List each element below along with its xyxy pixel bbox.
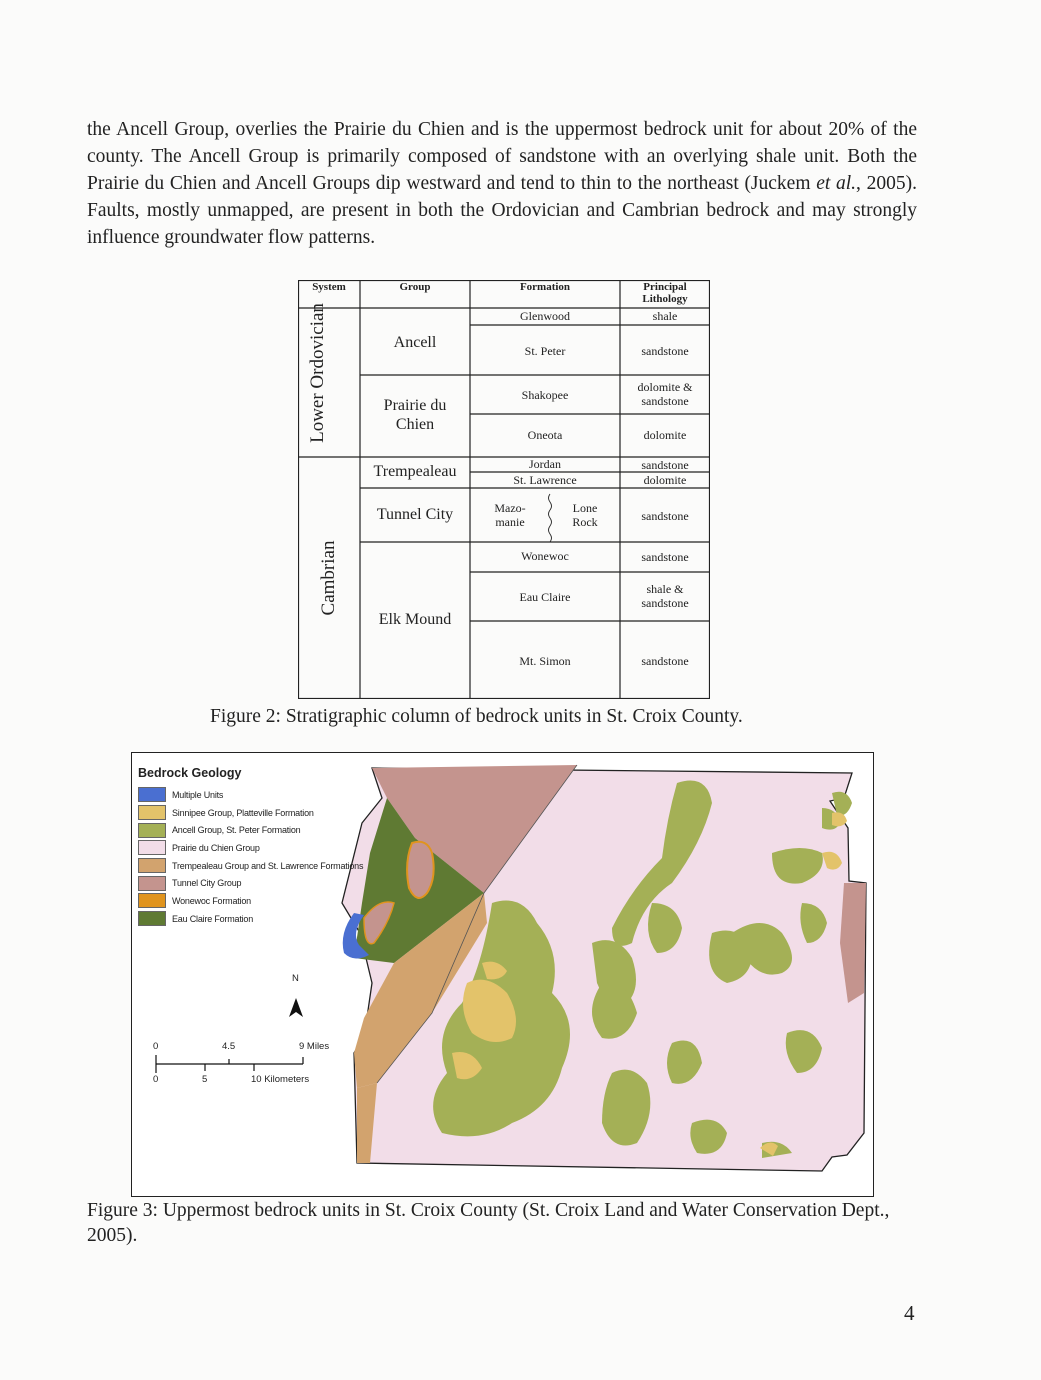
header-formation: Formation — [519, 281, 571, 293]
legend-label: Sinnipee Group, Platteville Formation — [172, 807, 314, 818]
legend-item-ancell — [138, 821, 363, 839]
figure-2-caption: Figure 2: Stratigraphic column of bedrock units in St. Croix County. — [210, 706, 743, 727]
lithology-oneota: dolomite — [643, 428, 687, 442]
legend-swatch — [138, 893, 166, 908]
body-paragraph — [87, 116, 917, 251]
legend-item-sinnipee — [138, 804, 363, 822]
paragraph-text: the Ancell Group, overlies the Prairie du Chien and is the uppermost bedrock unit for about 20% of the county. The Ancell Group is primarily composed of sandstone with an overlying shale unit. Both the Prairie du Chien and Ancell Groups dip westward and tend to thin to the northeast (Juckem — [87, 119, 917, 194]
legend-label: Tunnel City Group — [172, 878, 242, 889]
legend-item-multiple-units — [138, 786, 363, 804]
group-elk-mound: Elk Mound — [378, 611, 452, 628]
lithology-st-lawrence: dolomite — [643, 473, 687, 487]
system-cambrian: Cambrian — [318, 540, 339, 616]
legend-label: Eau Claire Formation — [172, 913, 254, 924]
stratigraphic-table — [298, 280, 710, 699]
lithology-mt-simon: sandstone — [641, 654, 689, 668]
formation-st-lawrence: St. Lawrence — [513, 473, 577, 487]
formation-eau-claire: Eau Claire — [519, 590, 571, 604]
legend-label: Prairie du Chien Group — [172, 842, 260, 853]
map-legend — [138, 766, 363, 928]
north-arrow-icon — [289, 998, 303, 1017]
legend-swatch — [138, 840, 166, 855]
legend-label: Ancell Group, St. Peter Formation — [172, 825, 301, 836]
scale-km-0: 0 — [153, 1074, 159, 1085]
north-label: N — [292, 973, 299, 984]
legend-label: Wonewoc Formation — [172, 895, 251, 906]
scale-km-end: 10 Kilometers — [251, 1074, 310, 1085]
legend-swatch — [138, 911, 166, 926]
lithology-eau-claire: shale & sandstone — [641, 582, 689, 610]
formation-wonewoc: Wonewoc — [521, 549, 569, 563]
formation-lone-rock: Lone Rock — [572, 501, 598, 529]
legend-swatch — [138, 805, 166, 820]
formation-glenwood: Glenwood — [520, 309, 570, 323]
bedrock-geology-map — [131, 752, 874, 1197]
lithology-glenwood: shale — [652, 309, 678, 323]
legend-label: Trempealeau Group and St. Lawrence Formations — [172, 860, 364, 871]
scale-miles-end: 9 Miles — [299, 1041, 330, 1052]
group-ancell: Ancell — [393, 334, 437, 351]
formation-oneota: Oneota — [527, 428, 563, 442]
system-lower-ordovician: Lower Ordovician — [307, 303, 328, 443]
lithology-wonewoc: sandstone — [641, 550, 689, 564]
legend-swatch — [138, 876, 166, 891]
scale-miles-mid: 4.5 — [222, 1041, 236, 1052]
legend-swatch — [138, 823, 166, 838]
lithology-st-peter: sandstone — [641, 344, 689, 358]
lithology-shakopee: dolomite & sandstone — [637, 380, 693, 408]
header-group: Group — [399, 281, 431, 293]
formation-st-peter: St. Peter — [524, 344, 566, 358]
formation-mt-simon: Mt. Simon — [519, 654, 571, 668]
legend-item-wonewoc — [138, 892, 363, 910]
legend-item-trempealeau — [138, 857, 363, 875]
page-number: 4 — [904, 1301, 915, 1325]
formation-mazomanie: Mazo- manie — [494, 501, 526, 529]
group-tunnel-city: Tunnel City — [376, 506, 454, 523]
legend-swatch — [138, 787, 166, 802]
header-lithology: Principal Lithology — [642, 281, 688, 305]
group-prairie-du-chien: Prairie du Chien — [383, 397, 447, 433]
paragraph-italic: et al. — [816, 173, 857, 194]
group-trempealeau: Trempealeau — [373, 463, 457, 480]
legend-title: Bedrock Geology — [138, 766, 242, 780]
scale-km-mid: 5 — [202, 1074, 208, 1085]
legend-item-tunnel-city — [138, 874, 363, 892]
figure-3-caption: Figure 3: Uppermost bedrock units in St. Croix County (St. Croix Land and Water Conservation Dept., 2005). — [87, 1200, 890, 1246]
legend-swatch — [138, 858, 166, 873]
scale-bar — [156, 1055, 303, 1073]
header-system: System — [312, 281, 346, 293]
legend-item-eau-claire — [138, 910, 363, 928]
legend-label: Multiple Units — [172, 789, 224, 800]
scale-miles-0: 0 — [153, 1041, 159, 1052]
lithology-tunnel-city: sandstone — [641, 509, 689, 523]
formation-shakopee: Shakopee — [521, 388, 569, 402]
formation-jordan: Jordan — [529, 457, 561, 471]
lithology-jordan: sandstone — [641, 458, 689, 472]
paragraph-text-end: , 2005). Faults, mostly unmapped, are present in both the Ordovician and Cambrian bedrock and may strongly influence groundwater flow patterns. — [87, 173, 917, 248]
legend-item-prairie-du-chien — [138, 839, 363, 857]
